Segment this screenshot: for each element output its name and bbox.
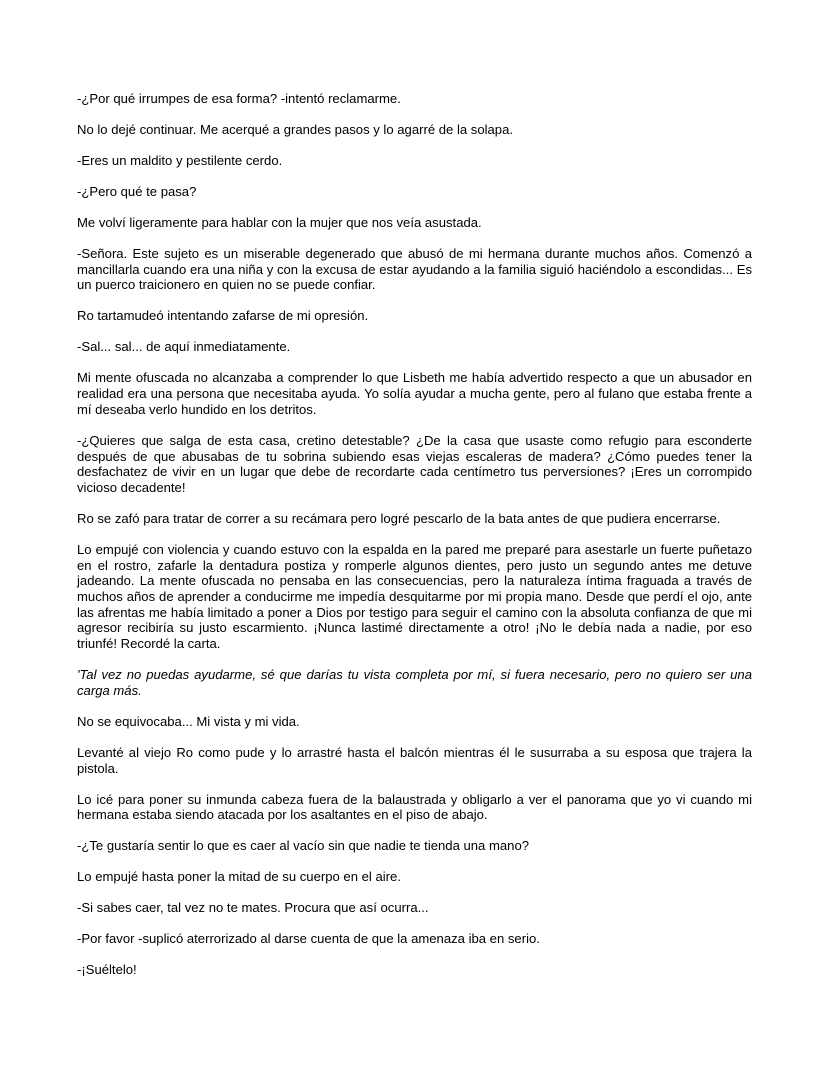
paragraph-6: -Señora. Este sujeto es un miserable degenerado que abusó de mi hermana durante muchos años. Comenzó a mancillarla cuando era una niña y con la excusa de estar ayudando a la familia siguió haciéndolo a escondidas... Es un puerco traicionero en quien no se puede confiar. — [77, 246, 752, 293]
paragraph-7: Ro tartamudeó intentando zafarse de mi opresión. — [77, 308, 369, 324]
paragraph-2: No lo dejé continuar. Me acerqué a grandes pasos y lo agarré de la solapa. — [77, 122, 514, 137]
paragraph-14: No se equivocaba... Mi vista y mi vida. — [77, 713, 300, 729]
paragraph-20: -Por favor -suplicó aterrorizado al darse cuenta de que la amenaza iba en serio. — [77, 931, 540, 947]
paragraph-3: -Eres un maldito y pestilente cerdo. — [77, 153, 283, 168]
paragraph-17: -¿Te gustaría sentir lo que es caer al vacío sin que nadie te tienda una mano? — [77, 838, 530, 854]
paragraph-21: -¡Suéltelo! — [77, 962, 137, 978]
paragraph-5: Me volví ligeramente para hablar con la mujer que nos veía asustada. — [77, 215, 482, 230]
paragraph-12: Lo empujé con violencia y cuando estuvo con la espalda en la pared me preparé para asestarle un fuerte puñetazo en el rostro, zafarle la dentadura postiza y romperle algunos dientes, pero justo un segundo antes me detuve jadeando. La mente ofuscada no pensaba en las consecuencias, pero la naturaleza íntima fraguada a través de muchos años de aprender a conducirme me impedía desquitarme por mi propia mano. Desde que perdí el ojo, ante las afrentas me había limitado a poner a Dios por testigo para seguir el camino con la absoluta confianza de que mi agresor recibiría su justo escarmiento. ¡Nunca lastimé directamente a otro! ¡No le debía nada a nadie, por eso triunfé! Recordé la carta. — [77, 541, 752, 652]
paragraph-9: Mi mente ofuscada no alcanzaba a comprender lo que Lisbeth me había advertido respecto a que un abusador en realidad era una persona que necesitaba ayuda. Yo solía ayudar a mucha gente, pero al fulano que estaba frente a mí deseaba verlo hundido en los detritos. — [77, 370, 752, 417]
paragraph-13-italic-quote: 'Tal vez no puedas ayudarme, sé que darías tu vista completa por mí, si fuera necesario, pero no quiero ser una carga más. — [77, 667, 752, 698]
paragraph-16: Lo icé para poner su inmunda cabeza fuera de la balaustrada y obligarlo a ver el panorama que yo vi cuando mi hermana estaba siendo atacada por los asaltantes en el piso de abajo. — [77, 791, 752, 823]
paragraph-11: Ro se zafó para tratar de correr a su recámara pero logré pescarlo de la bata antes de que pudiera encerrarse. — [77, 510, 721, 526]
document-page — [77, 91, 752, 993]
paragraph-19: -Si sabes caer, tal vez no te mates. Procura que así ocurra... — [77, 900, 429, 916]
paragraph-10: -¿Quieres que salga de esta casa, cretino detestable? ¿De la casa que usaste como refugio para esconderte después de que abusabas de tu sobrina subiendo esas viejas escaleras de madera? ¿Cómo puedes tener la desfachatez de vivir en un lugar que debe de recordarte cada centímetro tus perversiones? ¡Eres un corrompido vicioso decadente! — [77, 432, 752, 495]
paragraph-1: -¿Por qué irrumpes de esa forma? -intentó reclamarme. — [77, 91, 401, 106]
paragraph-15: Levanté al viejo Ro como pude y lo arrastré hasta el balcón mientras él le susurraba a su esposa que trajera la pistola. — [77, 744, 752, 776]
paragraph-8: -Sal... sal... de aquí inmediatamente. — [77, 339, 291, 355]
paragraph-18: Lo empujé hasta poner la mitad de su cuerpo en el aire. — [77, 869, 401, 885]
paragraph-4: -¿Pero qué te pasa? — [77, 184, 197, 199]
